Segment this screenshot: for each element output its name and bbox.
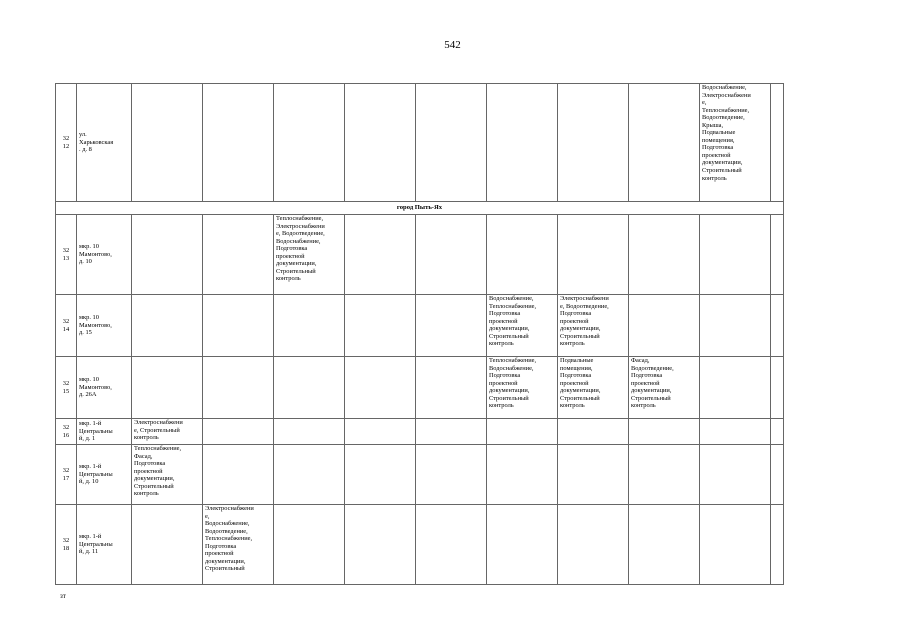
row-number-text: 32 18 <box>62 536 70 552</box>
row-number-text: 32 15 <box>62 379 70 395</box>
address-cell <box>77 445 132 505</box>
work-cell-text: Теплоснабжение, Фасад, Подготовка проектной документации, Строительный контроль <box>134 445 182 498</box>
work-cell <box>274 295 345 357</box>
work-cell <box>203 295 274 357</box>
work-cell <box>487 215 558 295</box>
work-cell <box>487 295 558 357</box>
work-cell-text: Водоснабжение, Электроснабжени е, Теплоснабжение, Водоотведение, Крыша, Подвальные помещения, Подготовка проектной документации, Строительный контроль <box>702 84 751 182</box>
work-cell <box>558 419 629 445</box>
address-cell-text: мкр. 10 Мамонтово, д. 10 <box>79 243 112 266</box>
work-cell <box>771 419 784 445</box>
work-cell <box>274 84 345 202</box>
work-cell <box>416 357 487 419</box>
address-cell-text: мкр. 10 Мамонтово, д. 15 <box>79 314 112 337</box>
table-row <box>56 215 784 295</box>
address-cell-text: мкр. 1-й Центральны й, д. 10 <box>79 463 113 486</box>
work-cell <box>416 84 487 202</box>
work-cell <box>487 84 558 202</box>
work-cell <box>132 357 203 419</box>
work-cell <box>629 357 700 419</box>
work-cell <box>558 295 629 357</box>
section-row <box>56 202 784 215</box>
section-title: город Пыть-Ях <box>56 202 784 215</box>
work-cell-text: Фасад, Водоотведение, Подготовка проектной документации, Строительный контроль <box>631 357 674 410</box>
work-cell <box>203 445 274 505</box>
work-cell-text: Водоснабжение, Теплоснабжение, Подготовка проектной документации, Строительный контроль <box>489 295 537 348</box>
work-cell <box>558 505 629 585</box>
work-cell <box>700 295 771 357</box>
work-cell <box>274 419 345 445</box>
work-cell <box>274 505 345 585</box>
page-number: 542 <box>444 39 461 51</box>
address-cell <box>77 357 132 419</box>
work-cell <box>700 357 771 419</box>
work-cell <box>771 445 784 505</box>
work-cell <box>274 215 345 295</box>
work-cell <box>629 215 700 295</box>
row-number-text: 32 14 <box>62 317 70 333</box>
work-cell <box>416 505 487 585</box>
work-cell <box>558 215 629 295</box>
work-cell <box>132 215 203 295</box>
work-cell <box>274 357 345 419</box>
table-row <box>56 84 784 202</box>
work-cell <box>132 295 203 357</box>
address-cell-text: ул. Харьковская . д. 8 <box>79 131 114 154</box>
row-number <box>56 505 77 585</box>
work-cell <box>771 84 784 202</box>
work-cell <box>487 357 558 419</box>
work-cell <box>629 295 700 357</box>
table-row <box>56 295 784 357</box>
work-cell <box>203 84 274 202</box>
row-number <box>56 357 77 419</box>
work-cell <box>629 84 700 202</box>
address-cell <box>77 419 132 445</box>
table-row <box>56 357 784 419</box>
work-cell <box>345 215 416 295</box>
work-cell <box>771 357 784 419</box>
footer-mark: зт <box>60 592 66 600</box>
row-number <box>56 84 77 202</box>
row-number <box>56 215 77 295</box>
row-number <box>56 445 77 505</box>
work-cell <box>416 295 487 357</box>
work-cell <box>629 505 700 585</box>
work-cell <box>345 295 416 357</box>
table-row <box>56 419 784 445</box>
work-cell <box>558 445 629 505</box>
work-cell <box>771 215 784 295</box>
address-cell <box>77 215 132 295</box>
work-cell <box>558 357 629 419</box>
work-cell <box>345 84 416 202</box>
row-number-text: 32 13 <box>62 246 70 262</box>
address-cell <box>77 84 132 202</box>
row-number-text: 32 17 <box>62 466 70 482</box>
work-cell-text: Электроснабжени е, Водоотведение, Подготовка проектной документации, Строительный контроль <box>560 295 609 348</box>
work-cell <box>771 505 784 585</box>
work-cell <box>203 419 274 445</box>
work-cell <box>416 445 487 505</box>
work-cell <box>416 215 487 295</box>
work-cell <box>203 215 274 295</box>
work-cell <box>203 357 274 419</box>
work-cell <box>132 84 203 202</box>
work-cell <box>345 505 416 585</box>
work-cell <box>345 445 416 505</box>
work-cell <box>700 215 771 295</box>
work-cell <box>274 445 345 505</box>
work-cell <box>345 357 416 419</box>
work-cell <box>700 419 771 445</box>
work-cell <box>132 419 203 445</box>
work-cell <box>771 295 784 357</box>
work-cell <box>132 445 203 505</box>
row-number-text: 32 16 <box>62 423 70 439</box>
address-cell <box>77 505 132 585</box>
address-cell <box>77 295 132 357</box>
work-cell <box>558 84 629 202</box>
table-row <box>56 445 784 505</box>
work-cell <box>629 419 700 445</box>
work-cell-text: Теплоснабжение, Электроснабжени е, Водоотведение, Водоснабжение, Подготовка проектной документации, Строительный контроль <box>276 215 325 283</box>
work-cell <box>629 445 700 505</box>
address-cell-text: мкр. 10 Мамонтово, д. 26А <box>79 376 112 399</box>
row-number <box>56 295 77 357</box>
work-cell <box>487 505 558 585</box>
address-cell-text: мкр. 1-й Центральны й, д. 1 <box>79 420 113 443</box>
work-cell <box>700 445 771 505</box>
works-schedule-table <box>55 83 784 585</box>
work-cell <box>416 419 487 445</box>
table-body <box>56 84 784 585</box>
work-cell <box>345 419 416 445</box>
work-cell <box>700 505 771 585</box>
work-cell-text: Электроснабжени е, Строительный контроль <box>134 419 183 442</box>
row-number-text: 32 12 <box>62 134 70 150</box>
work-cell <box>700 84 771 202</box>
row-number <box>56 419 77 445</box>
work-cell-text: Подвальные помещения, Подготовка проектной документации, Строительный контроль <box>560 357 601 410</box>
work-cell-text: Электроснабжени е, Водоснабжение, Водоотведение, Теплоснабжение, Подготовка проектной документации, Строительный <box>205 505 254 573</box>
work-cell-text: Теплоснабжение, Водоснабжение, Подготовка проектной документации, Строительный контроль <box>489 357 537 410</box>
work-cell <box>132 505 203 585</box>
work-cell <box>487 445 558 505</box>
address-cell-text: мкр. 1-й Центральны й, д. 11 <box>79 533 113 556</box>
work-cell <box>203 505 274 585</box>
work-cell <box>487 419 558 445</box>
table-row <box>56 505 784 585</box>
